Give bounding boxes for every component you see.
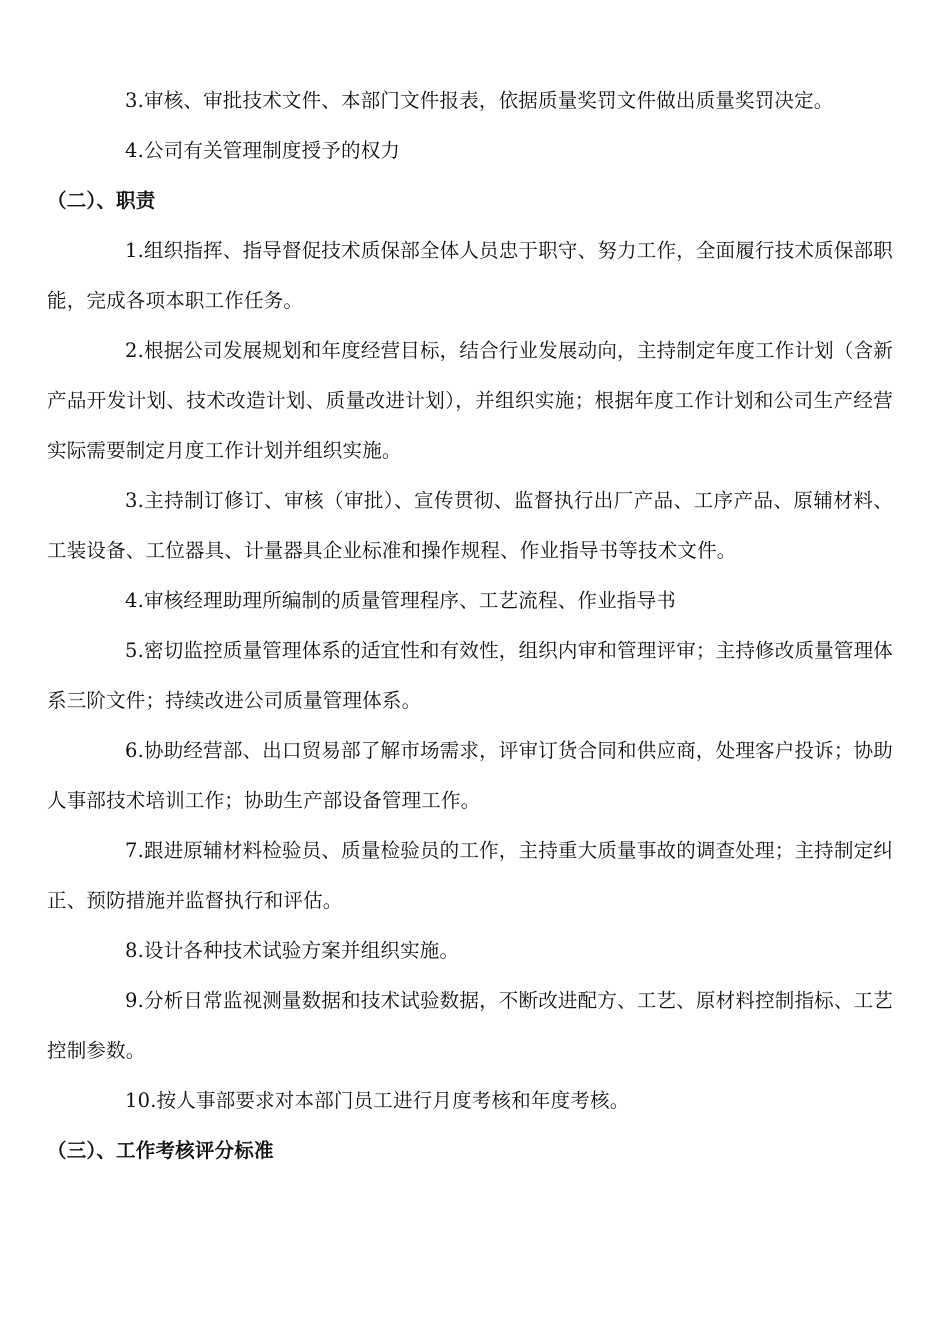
paragraph-duty-9: 9.分析日常监视测量数据和技术试验数据，不断改进配方、工艺、原材料控制指标、工艺控制参数。	[47, 989, 893, 1062]
paragraph-duty-4: 4.审核经理助理所编制的质量管理程序、工艺流程、作业指导书	[125, 589, 676, 612]
paragraph-authority-3: 3.审核、审批技术文件、本部门文件报表，依据质量奖罚文件做出质量奖罚决定。	[125, 89, 834, 112]
paragraph-duty-2: 2.根据公司发展规划和年度经营目标，结合行业发展动向，主持制定年度工作计划（含新产品开发计划、技术改造计划、质量改进计划），并组织实施；根据年度工作计划和公司生产经营实际需要制定月度工作计划并组织实施。	[47, 339, 893, 462]
section-heading-evaluation-criteria: （三）、工作考核评分标准	[47, 1139, 274, 1162]
paragraph-authority-4: 4.公司有关管理制度授予的权力	[125, 139, 401, 162]
paragraph-duty-3: 3.主持制订修订、审核（审批）、宣传贯彻、监督执行出厂产品、工序产品、原辅材料、工装设备、工位器具、计量器具企业标准和操作规程、作业指导书等技术文件。	[47, 489, 893, 562]
paragraph-duty-10: 10.按人事部要求对本部门员工进行月度考核和年度考核。	[125, 1089, 630, 1112]
paragraph-duty-6: 6.协助经营部、出口贸易部了解市场需求，评审订货合同和供应商，处理客户投诉；协助人事部技术培训工作；协助生产部设备管理工作。	[47, 739, 893, 812]
document-body	[47, 76, 893, 1176]
paragraph-duty-1: 1.组织指挥、指导督促技术质保部全体人员忠于职守、努力工作，全面履行技术质保部职能，完成各项本职工作任务。	[47, 239, 893, 312]
section-heading-duties: （二）、职责	[47, 189, 156, 212]
paragraph-duty-7: 7.跟进原辅材料检验员、质量检验员的工作，主持重大质量事故的调查处理；主持制定纠正、预防措施并监督执行和评估。	[47, 839, 893, 912]
paragraph-duty-5: 5.密切监控质量管理体系的适宜性和有效性，组织内审和管理评审；主持修改质量管理体系三阶文件；持续改进公司质量管理体系。	[47, 639, 893, 712]
paragraph-duty-8: 8.设计各种技术试验方案并组织实施。	[125, 939, 460, 962]
